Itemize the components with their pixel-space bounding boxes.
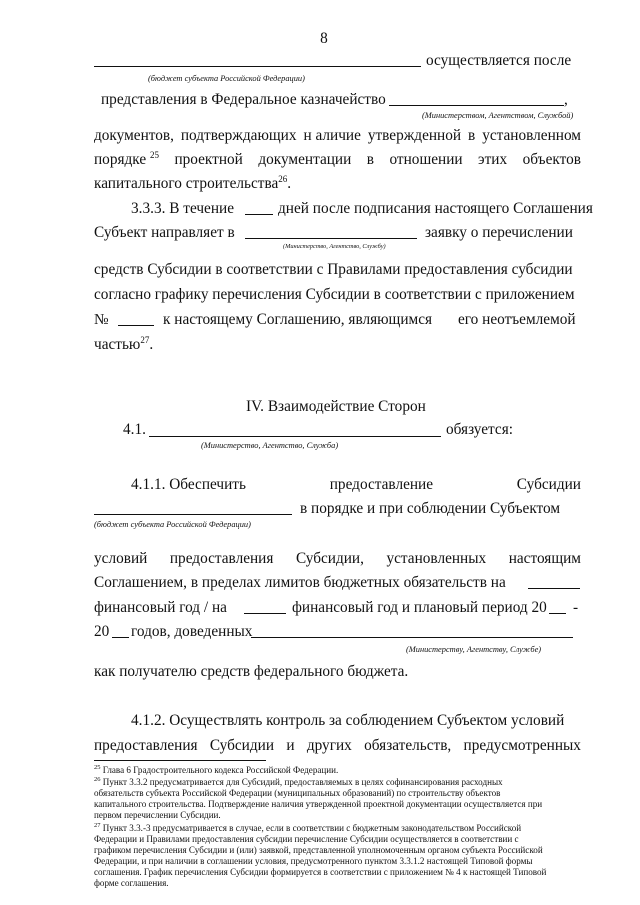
p2-line5-b: к настоящему Соглашению, являющимся [163,311,433,328]
s412-line2: предоставления Субсидии и других обязательств, предусмотренных [94,737,581,754]
caption-ministry: (Министерством, Агентством, Службой) [422,111,574,120]
s411-line6-b: годов, доведенных [131,623,253,640]
p1-line2-text: представления в Федеральное казначейство [101,91,386,108]
section-heading: IV. Взаимодействие Сторон [246,398,426,415]
blank-year-end [112,637,129,638]
footnote-25: $^{25}$ Глава 6 Градостроительного кодекса Российской Федерации. [94,763,339,775]
footnote-ref-25: 25 [149,149,159,160]
blank-ministry [389,105,564,106]
caption-ministry-3: (Министерство, Агентство, Служба) [201,441,339,450]
blank-fiscal-year-2 [244,613,286,614]
footnote-26: $^{26}$ Пункт 3.3.2 предусматривается для Субсидий, предоставляемых в целях софинансирования расходных обязательств субъекта Российской Федерации (муниципальных образований) по строительству объектов капитального строительства. Подтверждение наличия утвержденной проектной документации осуществляется при первом перечислении Субсидии. [94,775,543,820]
caption-ministry-4: (Министерству, Агентству, Службе) [406,645,542,654]
p2-line1-a: 3.3.3. В течение [131,200,235,217]
p2-line3: средств Субсидии в соответствии с Правилами предоставления субсидии [94,261,573,278]
p1-line4: порядке $^{25}$ проектной документации в отношении этих объектов [94,149,581,168]
blank-ministry-2 [245,238,417,239]
footnote-27: $^{27}$ Пункт 3.3.-3 предусматривается в случае, если в соответствии с бюджетным законодательством Российской Федерации и Правилами предоставления субсидии перечисление Субсидии осуществляется в соответствии с графиком перечисления Субсидии и (или) заявкой, представленной уполномоченным органом субъекта Российской Федерации, и при наличии в соглашении условия, предусмотренного пунктом 3.3.1.2 настоящей Типовой формы соглашения. График перечисления Субсидии формируется в соответствии с приложением № 4 к настоящей Типовой форме соглашения. [94,821,547,888]
p2-line4: согласно графику перечисления Субсидии в соответствии с приложением [94,286,575,303]
s411-line4: Соглашением, в пределах лимитов бюджетных обязательств на [94,574,506,591]
blank-ministry-3 [149,436,441,437]
p2-line2-a: Субъект направляет в [94,224,235,241]
page-number: 8 [320,30,328,47]
blank-budget [94,66,421,67]
blank-budget-2 [94,514,292,515]
caption-ministry-2: (Министерство, Агентство, Службу) [283,243,386,250]
caption-budget-2: (бюджет субъекта Российской Федерации) [94,520,251,529]
p2-line2-b: заявку о перечислении [425,224,573,241]
footnote-separator [94,760,266,761]
s41-number: 4.1. [123,421,146,438]
blank-ministry-4 [251,637,573,638]
s411-line5-a: финансовый год / на [94,599,227,616]
p1-line5: капитального строительства$^{26}$. [94,173,292,192]
p1-line2-comma: , [564,91,568,108]
blank-fiscal-year [528,588,580,589]
s411-line1: 4.1.1. Обеспечить предоставление Субсидии [131,476,581,493]
s411-line5-b: финансовый год и плановый период 20 [292,599,547,616]
s411-line6-a: 20 [94,623,110,640]
blank-year-start [549,613,566,614]
s411-line2: в порядке и при соблюдении Субъектом [300,500,561,517]
s411-line7: как получателю средств федерального бюджета. [94,663,409,680]
p2-line5-a: № [94,311,109,328]
p2-line1-b: дней после подписания настоящего Соглашения [278,200,593,217]
s412-line1: 4.1.2. Осуществлять контроль за соблюдением Субъектом условий [131,712,565,729]
p1-line3: документов, подтверждающих н аличие утвержденной в установленном [94,127,581,144]
caption-budget: (бюджет субъекта Российской Федерации) [148,74,305,83]
s41-end: обязуется: [446,421,513,438]
footnote-ref-26: 26 [278,173,288,184]
p2-line5-c: его неотъемлемой [458,311,576,328]
p1-line1-text: осуществляется после [426,52,572,69]
blank-appendix-number [118,325,154,326]
s411-line3: условий предоставления Субсидии, установленных настоящим [94,550,581,567]
s411-line5-c: - [573,599,579,616]
p2-line6: частью$^{27}$. [94,334,154,353]
footnote-ref-27: 27 [140,334,150,345]
blank-days [245,214,273,215]
